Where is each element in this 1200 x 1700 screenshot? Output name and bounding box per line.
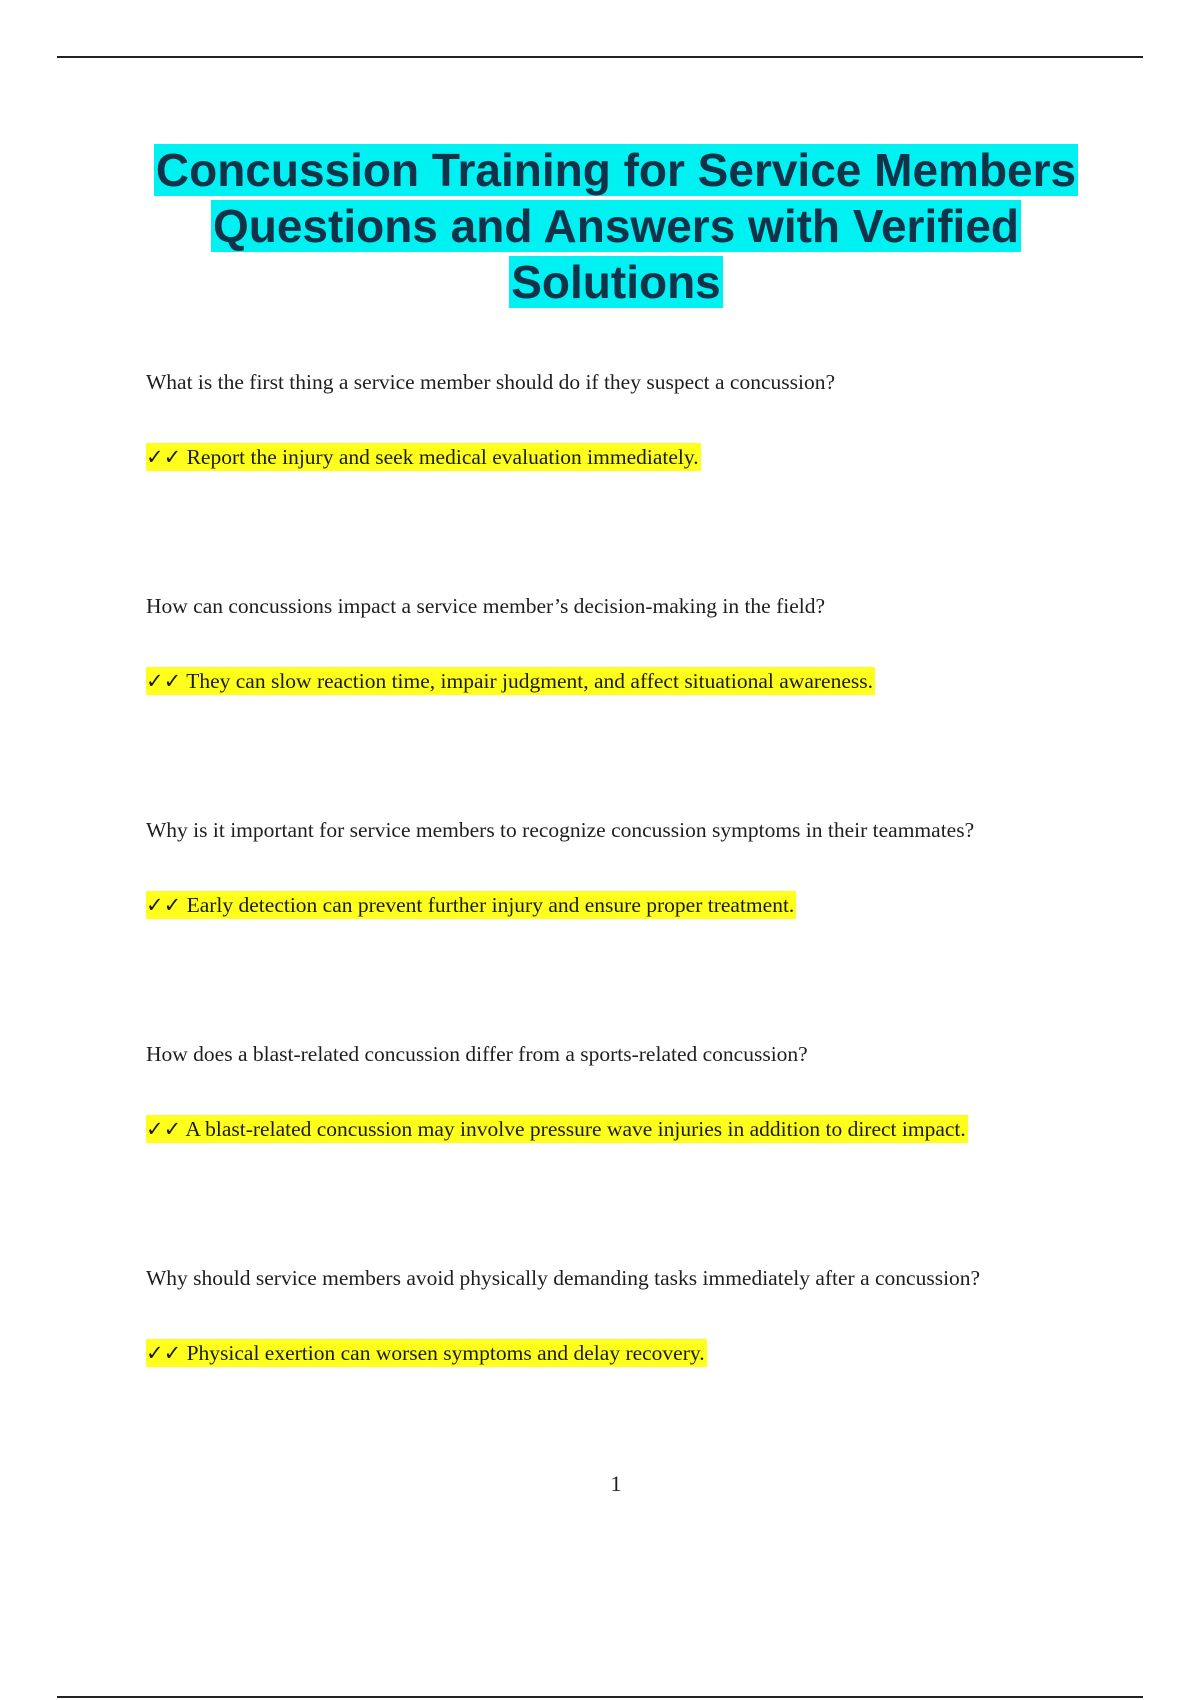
double-check-icon: ✓✓ — [146, 445, 182, 469]
answer-line — [146, 1115, 968, 1143]
question-text: Why is it important for service members to recognize concussion symptoms in their teammates? — [146, 818, 975, 842]
page-number: 1 — [610, 1471, 622, 1496]
top-rule — [57, 56, 1143, 58]
question-text: Why should service members avoid physically demanding tasks immediately after a concussion? — [146, 1266, 981, 1290]
answer-text: Report the injury and seek medical evaluation immediately. — [186, 445, 699, 469]
question-text: How does a blast-related concussion differ from a sports-related concussion? — [146, 1042, 808, 1066]
answer-text: Early detection can prevent further injury and ensure proper treatment. — [186, 893, 795, 917]
question-text: How can concussions impact a service member’s decision-making in the field? — [146, 594, 826, 618]
answer-highlight — [146, 443, 701, 471]
answer-highlight — [146, 667, 875, 695]
answer-text: A blast-related concussion may involve pressure wave injuries in addition to direct impact. — [185, 1117, 966, 1141]
question-text: What is the first thing a service member should do if they suspect a concussion? — [146, 370, 836, 394]
answer-line — [146, 667, 875, 695]
answer-text: They can slow reaction time, impair judgment, and affect situational awareness. — [186, 669, 873, 693]
answer-line — [146, 1339, 707, 1367]
answer-line — [146, 443, 701, 471]
answer-text: Physical exertion can worsen symptoms and delay recovery. — [186, 1341, 705, 1365]
document-title — [100, 142, 1132, 310]
double-check-icon: ✓✓ — [146, 1341, 182, 1365]
answer-line — [146, 891, 796, 919]
answer-highlight — [146, 1339, 707, 1367]
double-check-icon: ✓✓ — [146, 669, 182, 693]
title-highlight: Concussion Training for Service Members Questions and Answers with Verified Solutions — [155, 144, 1077, 308]
answer-highlight — [146, 1115, 968, 1143]
double-check-icon: ✓✓ — [146, 1117, 182, 1141]
answer-highlight — [146, 891, 796, 919]
double-check-icon: ✓✓ — [146, 893, 182, 917]
bottom-rule — [57, 1696, 1143, 1698]
